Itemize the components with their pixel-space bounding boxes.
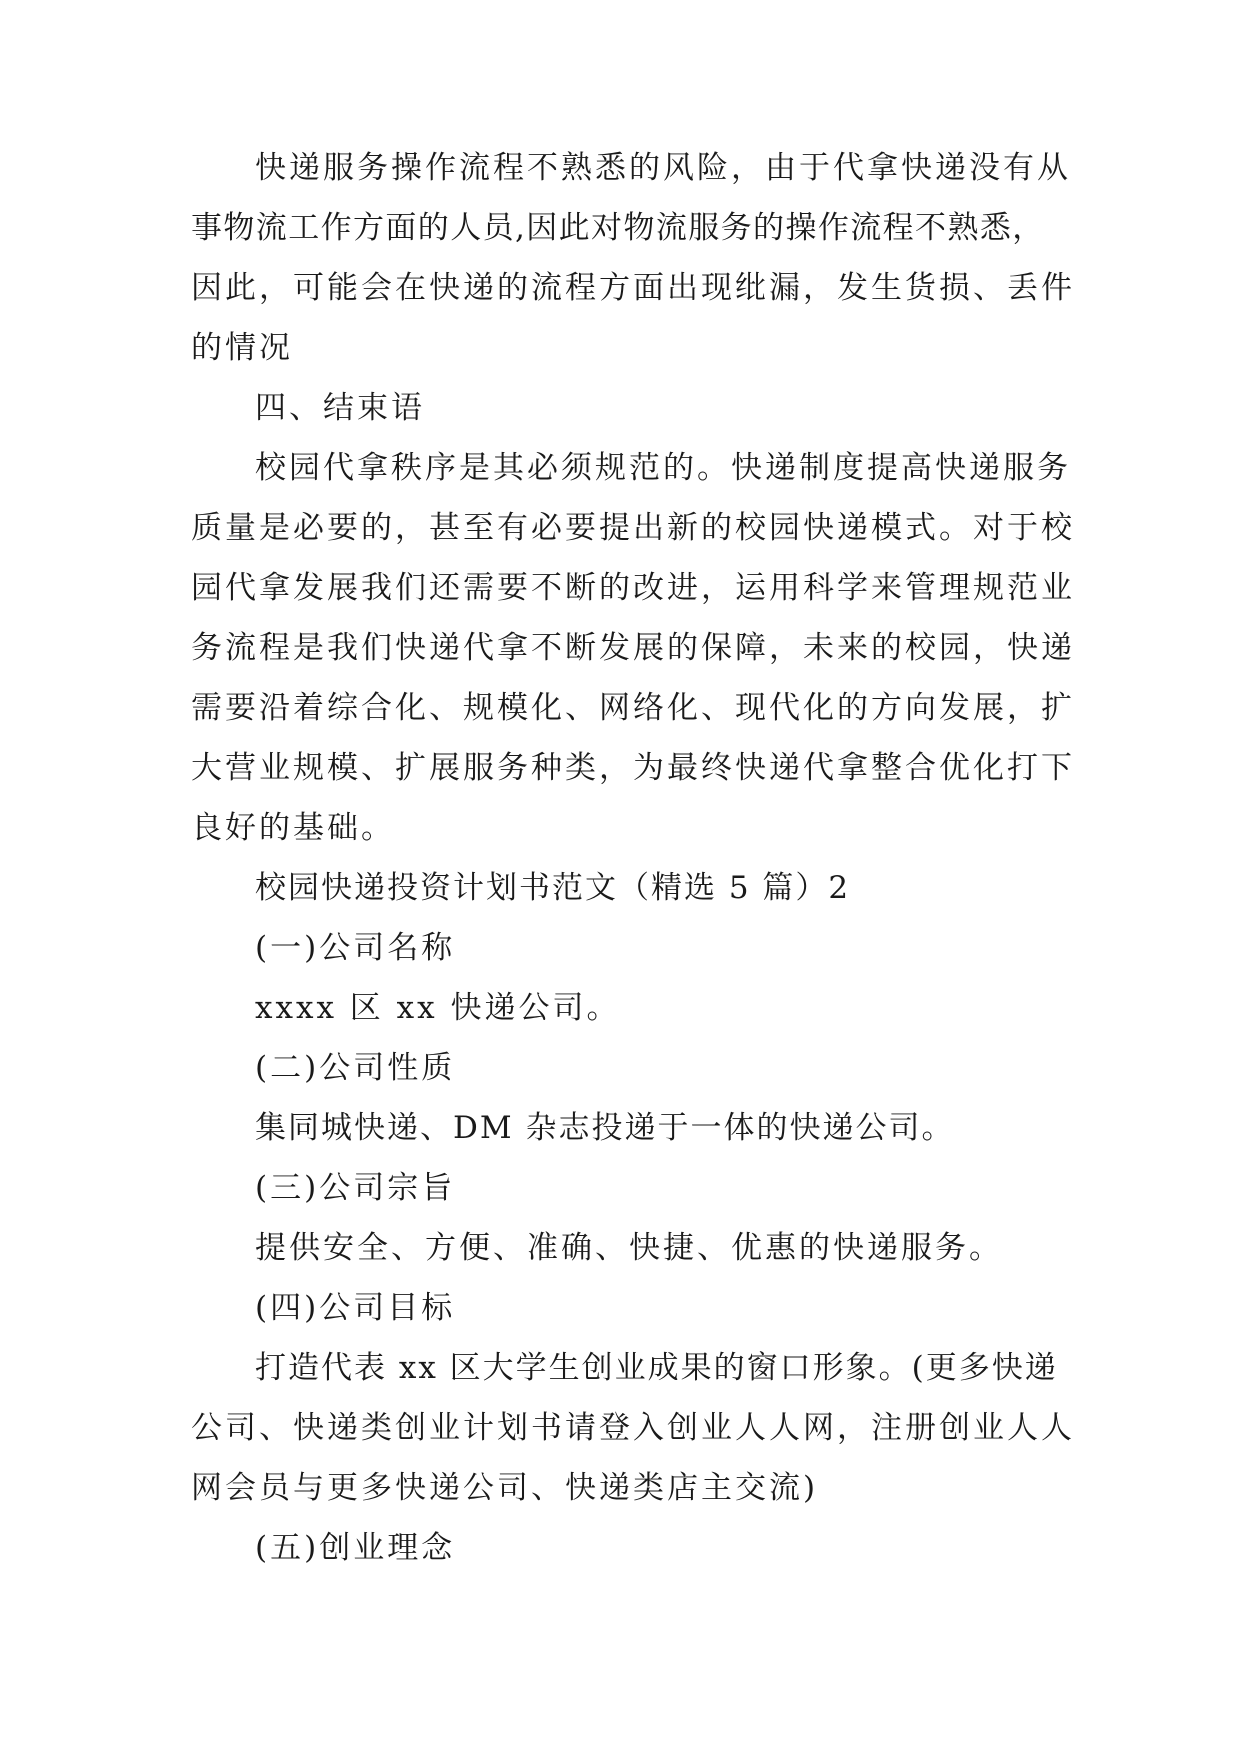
text-line: 网会员与更多快递公司、快递类店主交流)	[191, 1470, 819, 1506]
heading-company-goal: (四)公司目标	[255, 1290, 456, 1326]
text-line: 大营业规模、扩展服务种类，为最终快递代拿整合优化打下	[191, 750, 1075, 786]
text-line: 公司、快递类创业计划书请登入创业人人网，注册创业人人	[191, 1410, 1075, 1446]
text-line: 的情况	[191, 330, 293, 366]
heading-business-philosophy: (五)创业理念	[255, 1530, 456, 1566]
heading-company-name: (一)公司名称	[255, 930, 456, 966]
paragraph-company-goal	[191, 1338, 1075, 1518]
text-line: 质量是必要的，甚至有必要提出新的校园快递模式。对于校	[191, 510, 1075, 546]
text-line: 务流程是我们快递代拿不断发展的保障，未来的校园，快递	[191, 630, 1075, 666]
text-line: 打造代表 xx 区大学生创业成果的窗口形象。(更多快递	[255, 1350, 1058, 1386]
text-line: 需要沿着综合化、规模化、网络化、现代化的方向发展，扩	[191, 690, 1075, 726]
paragraph-risk	[191, 138, 1075, 378]
company-nature-text: 集同城快递、DM 杂志投递于一体的快递公司。	[255, 1110, 955, 1146]
text-line: 事物流工作方面的人员,因此对物流服务的操作流程不熟悉，	[191, 210, 1045, 246]
section-title-plan-2: 校园快递投资计划书范文（精选 5 篇）2	[255, 870, 851, 906]
section-heading-conclusion: 四、结束语	[255, 390, 425, 426]
heading-company-purpose: (三)公司宗旨	[255, 1170, 456, 1206]
heading-company-nature: (二)公司性质	[255, 1050, 456, 1086]
text-line: 校园代拿秩序是其必须规范的。快递制度提高快递服务	[255, 450, 1071, 486]
text-line: 因此，可能会在快递的流程方面出现纰漏，发生货损、丢件	[191, 270, 1075, 306]
text-line: 园代拿发展我们还需要不断的改进，运用科学来管理规范业	[191, 570, 1075, 606]
company-name-text: xxxx 区 xx 快递公司。	[255, 990, 621, 1026]
company-purpose-text: 提供安全、方便、准确、快捷、优惠的快递服务。	[255, 1230, 1003, 1266]
paragraph-conclusion	[191, 438, 1075, 858]
document-body	[191, 138, 1075, 1578]
text-line: 快递服务操作流程不熟悉的风险，由于代拿快递没有从	[255, 150, 1071, 186]
text-line: 良好的基础。	[191, 810, 395, 846]
